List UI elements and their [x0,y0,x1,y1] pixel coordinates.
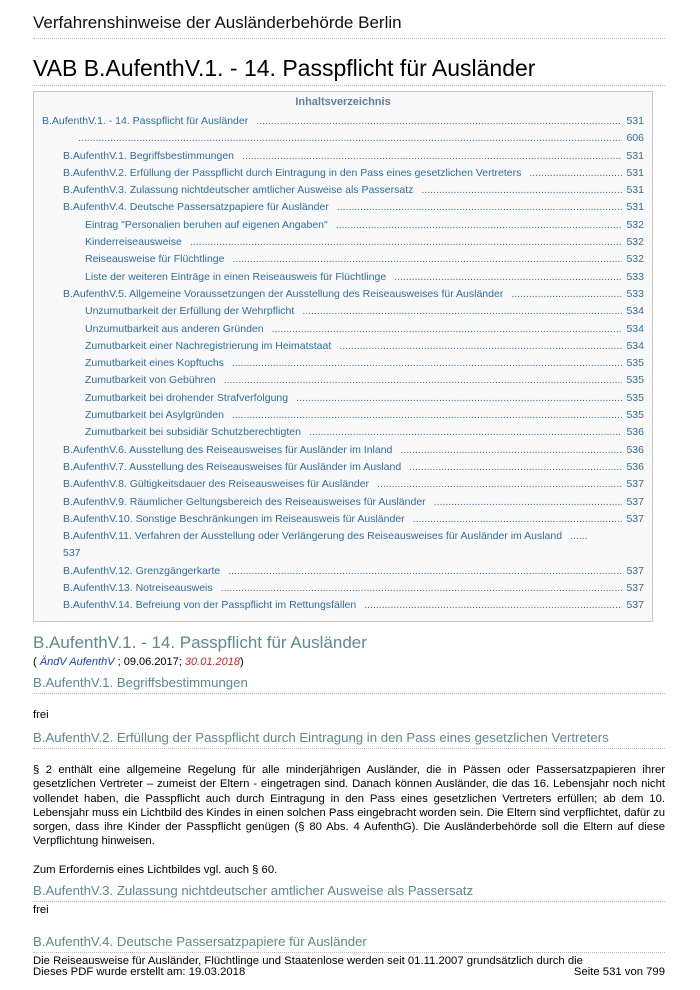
section-text: § 2 enthält eine allgemeine Regelung für alle minderjährigen Ausländer, die in Pässen oder Passersatzpapieren ihrer gesetzlichen Vertreter – zumeist der Eltern - eingetragen sind. Danach können Ausländer, die das 16. Lebensjahr noch nicht vollendet haben, die Passpflicht auch durch Eintragung in den Pass eines gesetzlichen Vertreters erfüllen; ab dem 10. Lebensjahr muss ein Lichtbild des Kindes in einen solchen Pass eingebracht worden sein. Die Eltern sind verpflichtet, dafür zu sorgen, dass ihre Kinder der Passpflicht genügen (§ 80 Abs. 4 AufenthG). Die Ausländerbehörde soll die Eltern auf diese Verpflichtung hinweisen. [33,763,665,848]
toc-entry[interactable]: B.AufenthV.1. Begriffsbestimmungen ..... 531 [42,148,644,165]
toc-entry[interactable]: Kinderreiseausweise ..... 532 [42,234,644,251]
section-text: Zum Erfordernis eines Lichtbildes vgl. auch § 60. [33,863,278,876]
toc-entry[interactable]: Reiseausweise für Flüchtlinge ..... 532 [42,251,644,268]
toc-entry[interactable]: B.AufenthV.11. Verfahren der Ausstellung oder Verlängerung des Reiseausweises für Ausländer im Ausland ...... 537 [63,530,588,560]
toc-entry[interactable]: B.AufenthV.8. Gültigkeitsdauer des Reiseausweises für Ausländer ..... 537 [42,476,644,493]
table-of-contents [33,91,653,622]
amendment-link[interactable]: ÄndV AufenthV [39,655,115,668]
section-heading: B.AufenthV.1. Begriffsbestimmungen [33,675,665,694]
footer-page-info: Seite 531 von 799 [573,966,665,978]
toc-entry[interactable]: Zumutbarkeit eines Kopftuchs ..... 535 [42,355,644,372]
toc-entry[interactable]: Zumutbarkeit bei Asylgründen ..... 535 [42,407,644,424]
section-main-heading: B.AufenthV.1. - 14. Passpflicht für Ausländer [33,632,367,652]
toc-entry[interactable]: Zumutbarkeit bei subsidiär Schutzberechtigten ..... 536 [42,424,644,441]
toc-entry[interactable]: Zumutbarkeit von Gebühren ..... 535 [42,372,644,389]
toc-entry[interactable]: B.AufenthV.4. Deutsche Passersatzpapiere für Ausländer ..... 531 [42,199,644,216]
section-text: frei [33,903,49,916]
toc-entry[interactable]: Eintrag "Personalien beruhen auf eigenen Angaben" ..... 532 [42,217,644,234]
footer-created: Dieses PDF wurde erstellt am: 19.03.2018 [33,966,246,978]
document-title: VAB B.AufenthV.1. - 14. Passpflicht für Ausländer [33,55,665,86]
section-heading: B.AufenthV.3. Zulassung nichtdeutscher amtlicher Ausweise als Passersatz [33,883,665,902]
document-page [33,0,665,969]
running-header: Verfahrenshinweise der Ausländerbehörde Berlin [33,13,665,39]
toc-entry[interactable]: B.AufenthV.6. Ausstellung des Reiseausweises für Ausländer im Inland ..... 536 [42,442,644,459]
toc-entry[interactable]: Unzumutbarkeit der Erfüllung der Wehrpflicht ..... 534 [42,303,644,320]
toc-entry[interactable]: ..... 606 [42,130,644,147]
toc-entry[interactable]: B.AufenthV.12. Grenzgängerkarte ..... 537 [42,563,644,580]
toc-entry[interactable]: B.AufenthV.9. Räumlicher Geltungsbereich des Reiseausweises für Ausländer ..... 537 [42,494,644,511]
toc-heading: Inhaltsverzeichnis [295,96,391,108]
toc-entry[interactable]: B.AufenthV.10. Sonstige Beschränkungen im Reiseausweis für Ausländer ..... 537 [42,511,644,528]
toc-entry[interactable]: B.AufenthV.7. Ausstellung des Reiseausweises für Ausländer im Ausland ..... 536 [42,459,644,476]
section-heading: B.AufenthV.2. Erfüllung der Passpflicht durch Eintragung in den Pass eines gesetzlichen Vertreters [33,730,665,749]
toc-entry[interactable]: B.AufenthV.14. Befreiung von der Passpflicht im Rettungsfällen ..... 537 [42,597,644,614]
amendment-date: 30.01.2018 [184,655,240,668]
page-footer [33,966,665,978]
toc-entry[interactable]: Zumutbarkeit bei drohender Strafverfolgung ..... 535 [42,390,644,407]
toc-entry[interactable]: Liste der weiteren Einträge in einen Reiseausweis für Flüchtlinge ..... 533 [42,269,644,286]
section-heading: B.AufenthV.4. Deutsche Passersatzpapiere für Ausländer [33,934,665,953]
section-text: Die Reiseausweise für Ausländer, Flüchtlinge und Staatenlose werden seit 01.11.2007 grundsätzlich durch die [33,955,583,968]
toc-entry[interactable]: Unzumutbarkeit aus anderen Gründen ..... 534 [42,321,644,338]
section-text: frei [33,708,49,721]
toc-entry[interactable]: B.AufenthV.1. - 14. Passpflicht für Ausländer ..... 531 [42,113,644,130]
toc-entry[interactable]: Zumutbarkeit einer Nachregistrierung im Heimatstaat ..... 534 [42,338,644,355]
toc-entry[interactable]: B.AufenthV.2. Erfüllung der Passpflicht durch Eintragung in den Pass eines gesetzlichen Vertreters ..... 531 [42,165,644,182]
amendment-line: ( ÄndV AufenthV ; 09.06.2017; 30.01.2018) [33,655,244,668]
toc-entry[interactable]: B.AufenthV.3. Zulassung nichtdeutscher amtlicher Ausweise als Passersatz ..... 531 [42,182,644,199]
toc-entry[interactable]: B.AufenthV.5. Allgemeine Voraussetzungen der Ausstellung des Reiseausweises für Ausländer ..... 533 [42,286,644,303]
toc-entry[interactable]: B.AufenthV.13. Notreiseausweis ..... 537 [42,580,644,597]
